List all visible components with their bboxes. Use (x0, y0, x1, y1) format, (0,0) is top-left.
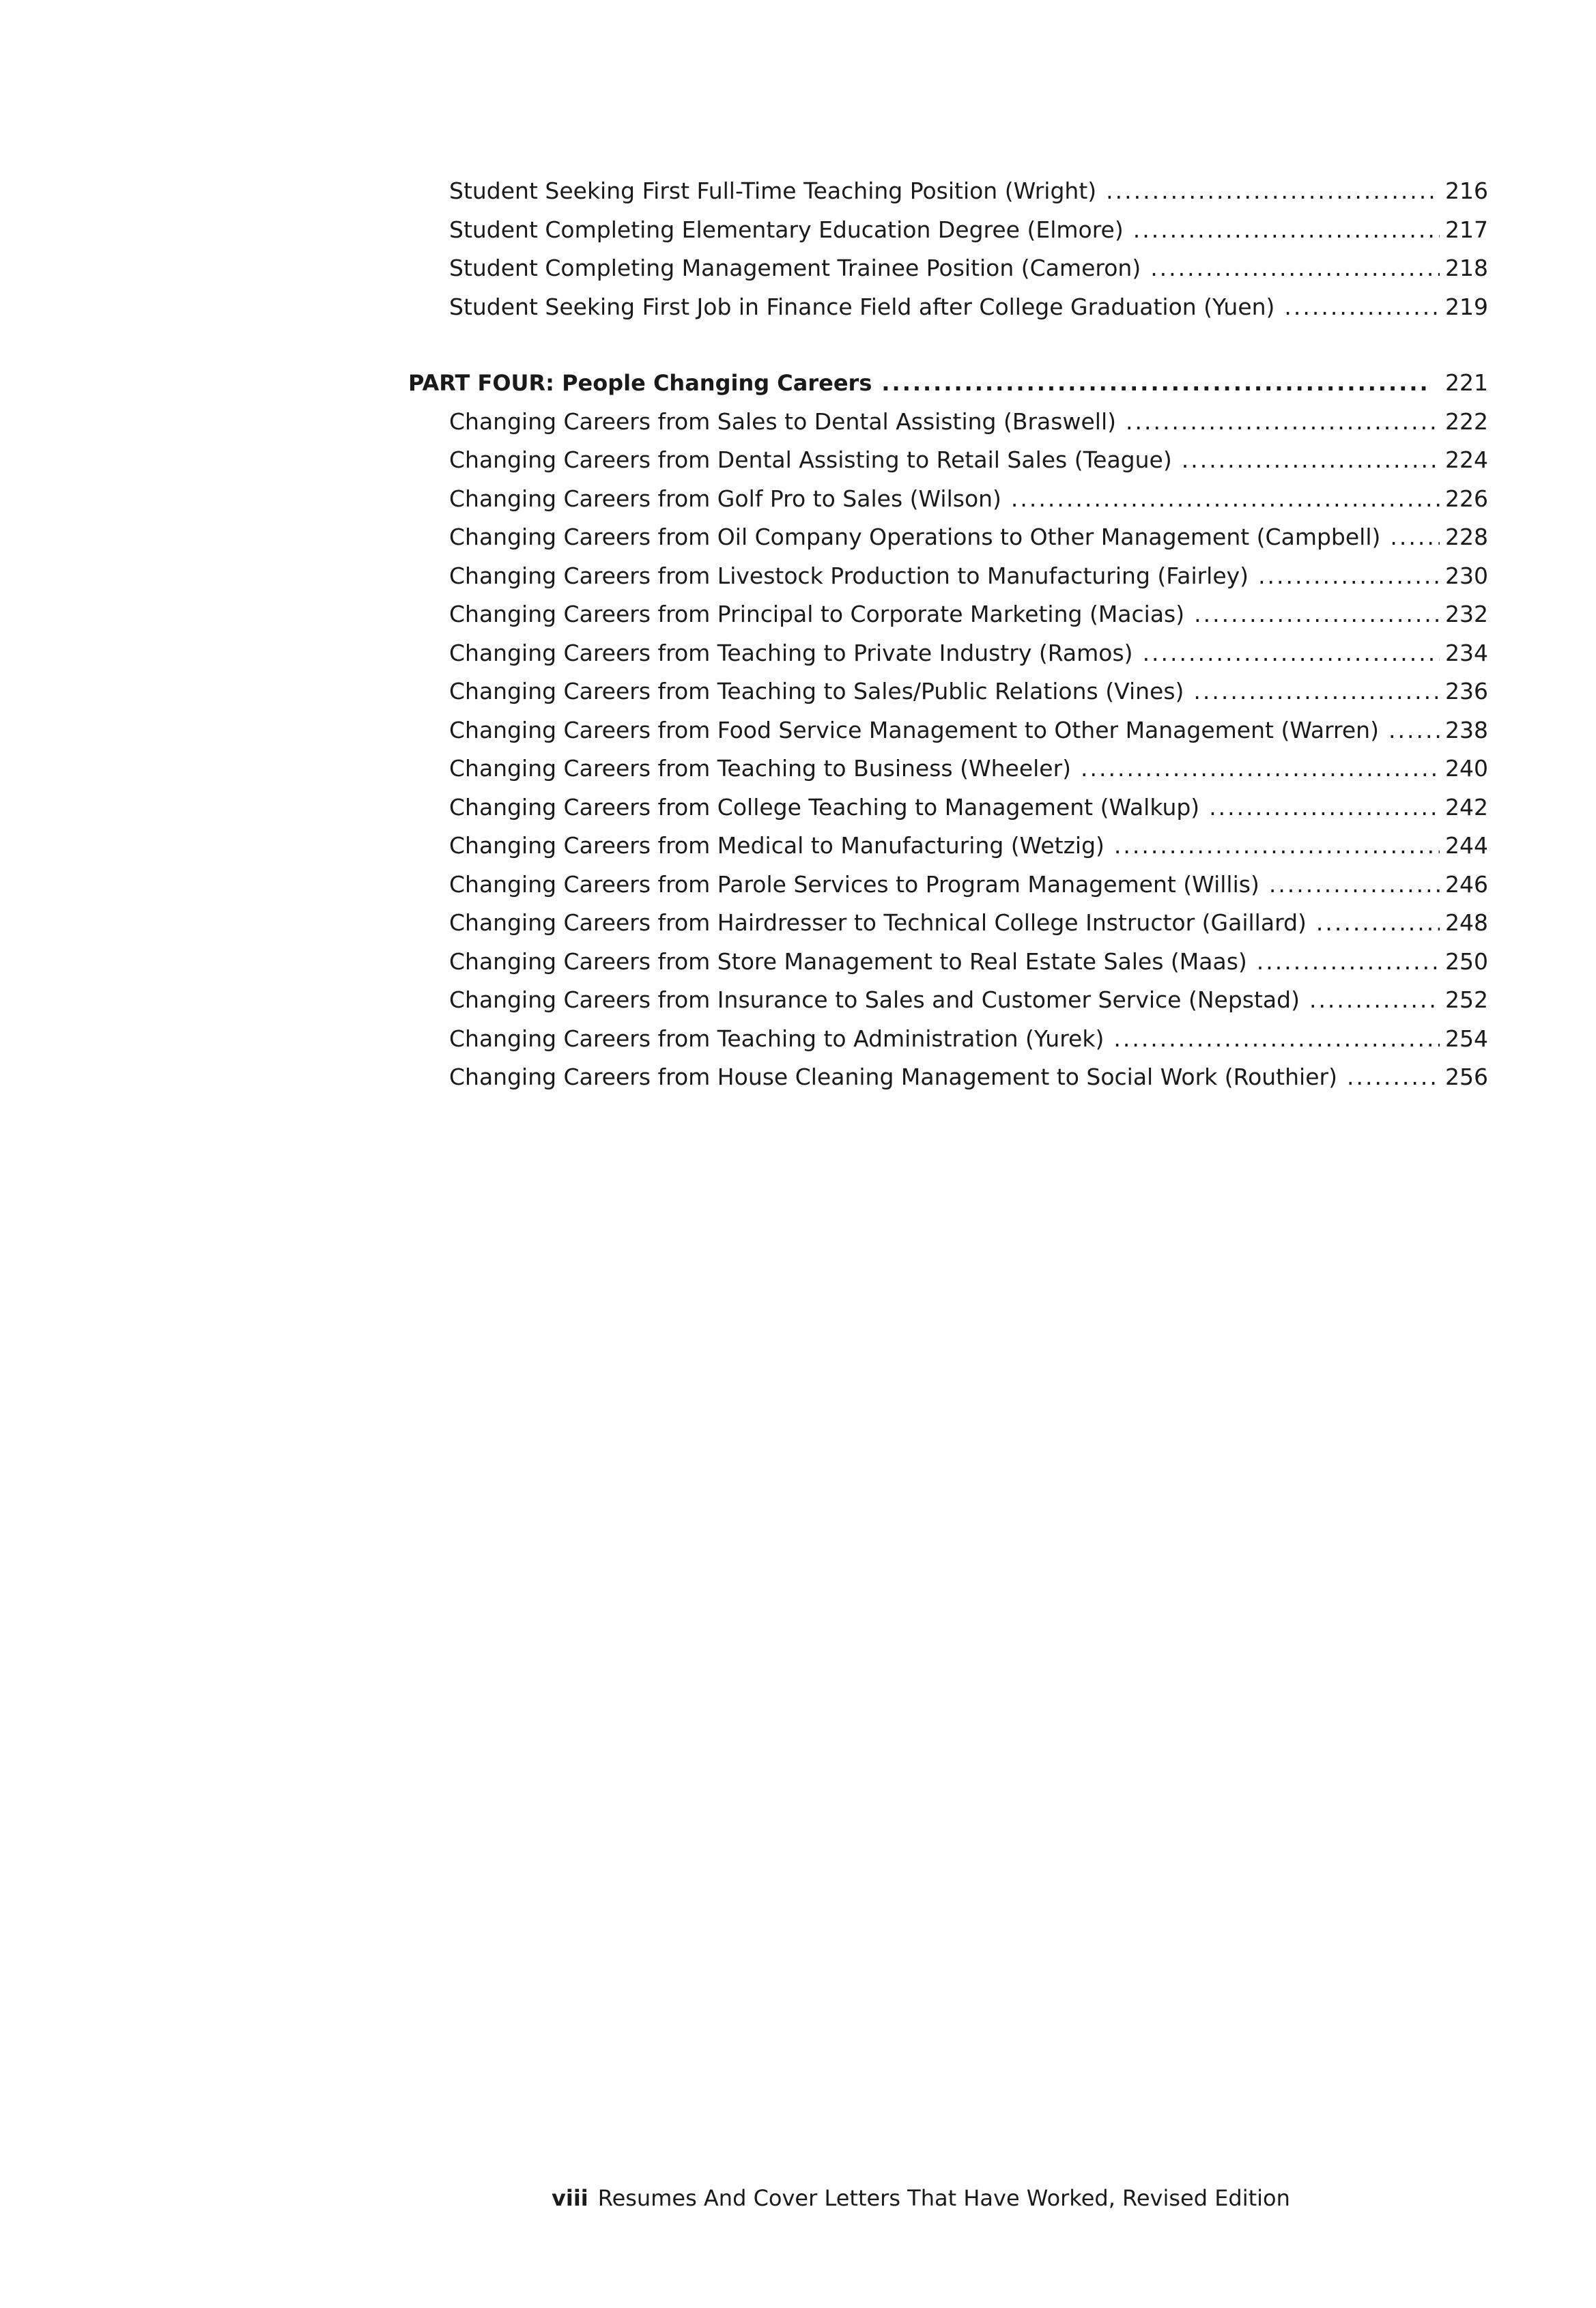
toc-entry-title: Changing Careers from Teaching to Administration (Yurek) (449, 1025, 1105, 1052)
toc-entry-title: Student Completing Elementary Education Degree (Elmore) (449, 216, 1124, 243)
toc-entry (408, 634, 1488, 673)
dot-leader (1193, 672, 1440, 711)
toc-entry-page: 219 (1445, 293, 1488, 320)
toc-entry-page: 226 (1445, 485, 1488, 512)
dot-leader (1284, 288, 1440, 327)
dot-leader (1257, 943, 1440, 982)
section-spacer (408, 326, 1488, 364)
toc-entry-page: 234 (1445, 639, 1488, 666)
toc-entry-title: Changing Careers from Store Management to Real Estate Sales (Maas) (449, 948, 1247, 975)
toc-entry-page: 222 (1445, 408, 1488, 435)
dot-leader (1114, 827, 1440, 866)
toc-entry-page: 228 (1445, 524, 1488, 550)
toc-entry (408, 904, 1488, 943)
toc-entry-title: Student Seeking First Full-Time Teaching Position (Wright) (449, 177, 1097, 204)
toc-entry (408, 595, 1488, 634)
dot-leader (1133, 211, 1440, 250)
dot-leader (1390, 518, 1440, 557)
toc-entry (408, 672, 1488, 711)
toc-entry-title: Changing Careers from Sales to Dental Assisting (Braswell) (449, 408, 1116, 435)
dot-leader (881, 364, 1431, 403)
toc-entry (408, 557, 1488, 596)
toc-entry-title: Changing Careers from Food Service Management to Other Management (Warren) (449, 716, 1379, 743)
toc-entry-page: 254 (1445, 1025, 1488, 1052)
page-footer (552, 2183, 1290, 2213)
toc-entry-title: Changing Careers from Principal to Corporate Marketing (Macias) (449, 601, 1185, 627)
toc-entry-page: 248 (1445, 909, 1488, 936)
page-number: viii (552, 2185, 588, 2211)
toc-entry-page: 250 (1445, 948, 1488, 975)
part-heading-title: PART FOUR: People Changing Careers (408, 370, 872, 396)
toc-entry (408, 866, 1488, 904)
toc-entry-title: Changing Careers from College Teaching to Management (Walkup) (449, 793, 1200, 821)
dot-leader (1126, 403, 1440, 442)
table-of-contents (408, 172, 1488, 1097)
toc-entry (408, 827, 1488, 866)
toc-entry-page: 240 (1445, 755, 1488, 782)
toc-entry (408, 288, 1488, 327)
toc-entry-title: Student Seeking First Job in Finance Field after College Graduation (Yuen) (449, 293, 1275, 320)
toc-entry-title: Changing Careers from Parole Services to Program Management (Willis) (449, 870, 1259, 898)
toc-entry-page: 224 (1445, 446, 1488, 473)
toc-entry-title: Changing Careers from Medical to Manufacturing (Wetzig) (449, 832, 1105, 859)
toc-entry-page: 244 (1445, 832, 1488, 859)
toc-entry-page: 236 (1445, 678, 1488, 704)
toc-entry (408, 788, 1488, 827)
toc-entry-page: 216 (1445, 177, 1488, 204)
dot-leader (1113, 1020, 1440, 1059)
toc-entry-page: 232 (1445, 601, 1488, 627)
dot-leader (1269, 866, 1440, 904)
dot-leader (1182, 441, 1440, 480)
toc-entry (408, 750, 1488, 788)
toc-entry-title: Changing Careers from Teaching to Private Industry (Ramos) (449, 639, 1133, 666)
toc-part-heading (408, 364, 1488, 403)
toc-entry (408, 211, 1488, 250)
toc-entry-title: Changing Careers from Hairdresser to Technical College Instructor (Gaillard) (449, 909, 1307, 936)
toc-entry-title: Changing Careers from House Cleaning Management to Social Work (Routhier) (449, 1064, 1337, 1090)
toc-entry (408, 441, 1488, 480)
toc-entry-page: 217 (1445, 216, 1488, 243)
toc-entry-page: 246 (1445, 870, 1488, 898)
toc-entry-title: Student Completing Management Trainee Position (Cameron) (449, 255, 1141, 281)
toc-entry (408, 711, 1488, 750)
dot-leader (1316, 904, 1440, 943)
dot-leader (1258, 557, 1440, 596)
toc-entry (408, 1058, 1488, 1097)
toc-entry-title: Changing Careers from Golf Pro to Sales (Wilson) (449, 485, 1001, 512)
toc-entry (408, 480, 1488, 519)
dot-leader (1011, 480, 1440, 519)
dot-leader (1150, 249, 1440, 288)
toc-entry (408, 943, 1488, 982)
part-heading-page: 221 (1445, 369, 1488, 396)
toc-entry-page: 252 (1445, 986, 1488, 1013)
toc-entry-page: 230 (1445, 562, 1488, 589)
dot-leader (1106, 172, 1440, 211)
running-footer-title: Resumes And Cover Letters That Have Worked, Revised Edition (597, 2185, 1290, 2211)
dot-leader (1209, 788, 1440, 827)
toc-entry (408, 172, 1488, 211)
dot-leader (1194, 595, 1440, 634)
dot-leader (1143, 634, 1440, 673)
dot-leader (1081, 750, 1440, 788)
toc-entry-page: 256 (1445, 1064, 1488, 1090)
toc-entry (408, 1020, 1488, 1059)
dot-leader (1309, 981, 1440, 1020)
toc-entry (408, 403, 1488, 442)
toc-entry-page: 238 (1445, 716, 1488, 743)
toc-entry-title: Changing Careers from Insurance to Sales and Customer Service (Nepstad) (449, 986, 1300, 1013)
toc-entry-page: 242 (1445, 793, 1488, 821)
toc-entry-title: Changing Careers from Teaching to Sales/Public Relations (Vines) (449, 678, 1184, 704)
toc-entry-title: Changing Careers from Teaching to Business (Wheeler) (449, 755, 1072, 782)
toc-entry (408, 981, 1488, 1020)
dot-leader (1347, 1058, 1440, 1097)
dot-leader (1388, 711, 1440, 750)
toc-entry (408, 518, 1488, 557)
toc-entry (408, 249, 1488, 288)
toc-entry-title: Changing Careers from Oil Company Operations to Other Management (Campbell) (449, 524, 1381, 550)
toc-entry-title: Changing Careers from Livestock Production to Manufacturing (Fairley) (449, 562, 1249, 589)
toc-entry-page: 218 (1445, 255, 1488, 281)
toc-entry-title: Changing Careers from Dental Assisting to Retail Sales (Teague) (449, 446, 1172, 473)
